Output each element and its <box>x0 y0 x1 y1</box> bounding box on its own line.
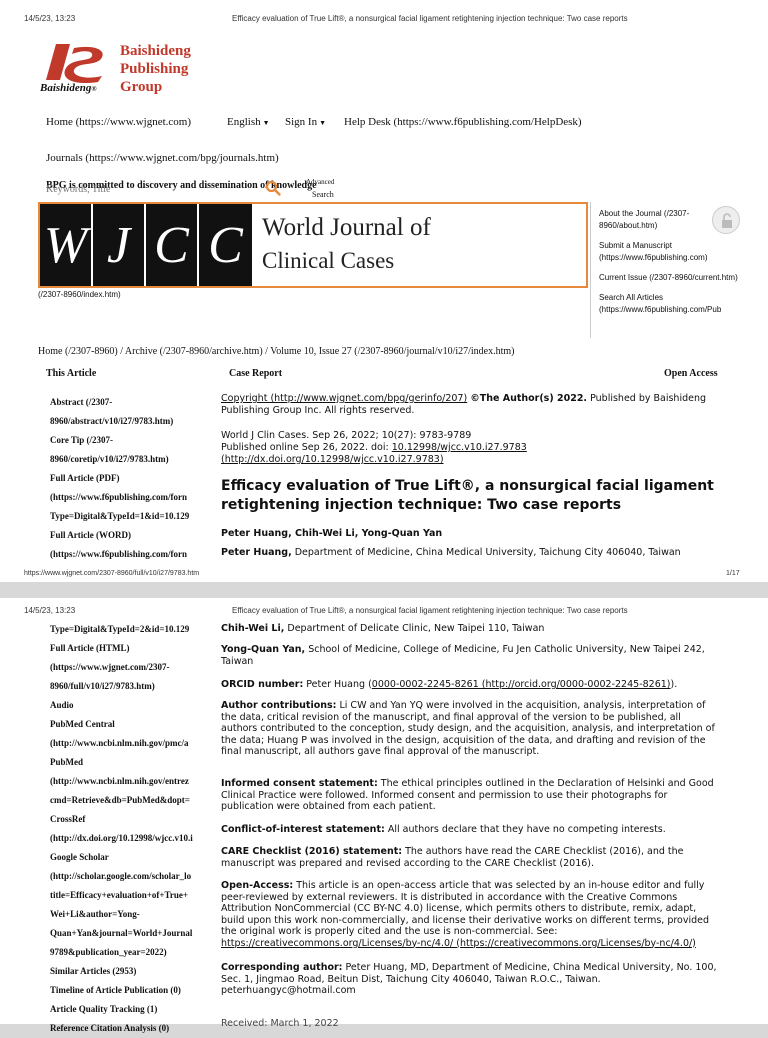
corresponding-author <box>221 962 717 997</box>
article-link[interactable]: Wei+Li&author=Yong- <box>50 909 140 919</box>
article-link[interactable]: Full Article (PDF) <box>50 473 120 483</box>
nav-home-link[interactable]: Home (https://www.wjgnet.com) <box>46 116 192 128</box>
nav-helpdesk-link[interactable]: Help Desk (https://www.f6publishing.com/HelpDesk) <box>344 116 582 128</box>
article-link[interactable]: Full Article (HTML) <box>50 643 130 653</box>
article-title-line-2: retightening injection technique: Two case reports <box>221 497 622 513</box>
affiliation-text: Department of Delicate Clinic, New Taipei 110, Taiwan <box>287 623 545 634</box>
article-link[interactable]: Type=Digital&TypeId=2&id=10.129 <box>50 624 190 634</box>
publisher-logo[interactable] <box>38 40 198 100</box>
article-link[interactable]: cmd=Retrieve&db=PubMed&dopt= <box>50 795 190 805</box>
article-link[interactable]: Audio <box>50 700 74 710</box>
oa-line: the original work is properly cited and the use is non-commercial. See: <box>221 926 558 937</box>
article-link[interactable]: CrossRef <box>50 814 86 824</box>
consent-line: Clinical Practice were followed. Informed consent and permission to use their photographs for <box>221 789 668 801</box>
author-contributions <box>221 700 715 758</box>
logo-script-text: Baishideng <box>40 82 92 94</box>
journal-title-line-1: World Journal of <box>262 214 431 241</box>
care-text: The authors have read the CARE Checklist (2016), and the <box>405 846 684 857</box>
page-header-datetime: 14/5/23, 13:23 <box>24 14 76 23</box>
logo-line-1: Baishideng <box>120 43 191 59</box>
oa-text: This article is an open-access article that was selected by an in-house editor and fully <box>296 880 705 891</box>
consent-line: publication were obtained from each patient. <box>221 801 436 812</box>
oa-license-url[interactable]: https://creativecommons.org/Licenses/by-nc/4.0/ (https://creativecommons.org/Licenses/by-nc/4.0/) <box>221 937 696 949</box>
conflict-of-interest <box>221 824 666 836</box>
copyright-holder: ©The Author(s) 2022. <box>470 393 588 404</box>
oa-line: peer-reviewed by external reviewers. It is distributed in accordance with the Creative Commons <box>221 891 678 903</box>
doi-link[interactable]: 10.12998/wjcc.v10.i27.9783 <box>391 442 527 453</box>
corr-label: Corresponding author: <box>221 962 343 973</box>
article-link[interactable]: Google Scholar <box>50 852 109 862</box>
orcid-link[interactable]: 0000-0002-2245-8261 (http://orcid.org/0000-0002-2245-8261) <box>371 679 671 690</box>
corr-line <box>221 962 717 974</box>
search-icon[interactable] <box>265 180 281 196</box>
contributions-line: authors contributed to the conception, study design, and the acquisition, analysis, and interpretation of <box>221 723 715 734</box>
nav-signin-dropdown[interactable] <box>285 116 326 128</box>
logo-script <box>40 82 97 94</box>
open-access-statement <box>221 880 709 949</box>
article-link[interactable]: PubMed Central <box>50 719 115 729</box>
oa-label: Open-Access: <box>221 880 294 891</box>
page-header-datetime: 14/5/23, 13:23 <box>24 606 76 615</box>
search-input[interactable] <box>46 183 261 195</box>
side-submit-link[interactable]: Submit a Manuscript (https://www.f6publishing.com) <box>599 241 708 262</box>
article-link[interactable]: Core Tip (/2307- <box>50 435 114 445</box>
article-link[interactable]: Abstract (/2307- <box>50 397 113 407</box>
search-button[interactable]: Search <box>312 190 334 199</box>
affiliation-author: Chih-Wei Li, <box>221 623 285 634</box>
consent-text: The ethical principles outlined in the Declaration of Helsinki and Good <box>380 778 714 789</box>
banner-letter: C <box>208 216 243 274</box>
contributions-line: the data; Huang P was involved in the design, acquisition of the data, and drafting and revision of the <box>221 734 706 746</box>
copyright-line-2: Publishing Group Inc. All rights reserved. <box>221 405 415 416</box>
article-link[interactable]: 9789&publication_year=2022) <box>50 947 167 957</box>
article-link[interactable]: Type=Digital&TypeId=1&id=10.129 <box>50 511 190 521</box>
article-link[interactable]: Similar Articles (2953) <box>50 966 137 976</box>
nav-journals-link[interactable]: Journals (https://www.wjgnet.com/bpg/journals.htm) <box>46 152 279 164</box>
article-link[interactable]: title=Efficacy+evaluation+of+True+ <box>50 890 188 900</box>
oa-line: Attribution NonCommercial (CC BY-NC 4.0) license, which permits others to distribute, remix, adapt, <box>221 903 697 914</box>
page-footer-number: 1/17 <box>726 570 740 577</box>
oa-line <box>221 880 709 892</box>
side-search-articles-link[interactable]: Search All Articles (https://www.f6publishing.com/Pub <box>599 293 722 314</box>
copyright-line <box>221 393 706 405</box>
article-link[interactable]: (http://scholar.google.com/scholar_lo <box>50 871 192 881</box>
article-link[interactable]: Full Article (WORD) <box>50 530 131 540</box>
article-link[interactable]: (http://dx.doi.org/10.12998/wjcc.v10.i <box>50 833 193 843</box>
corr-email[interactable]: peterhuangyc@hotmail.com <box>221 985 356 996</box>
journal-banner[interactable] <box>38 202 588 288</box>
page-footer-url: https://www.wjgnet.com/2307-8960/full/v10/i27/9783.htm <box>24 570 200 577</box>
orcid-end: ). <box>670 679 678 690</box>
advanced-search-link[interactable]: Advanced <box>306 178 335 186</box>
article-link[interactable]: Timeline of Article Publication (0) <box>50 985 181 995</box>
article-link[interactable]: (https://www.wjgnet.com/2307- <box>50 662 170 672</box>
affiliation-3 <box>221 644 705 656</box>
affiliation-1 <box>221 547 681 559</box>
article-link[interactable]: Reference Citation Analysis (0) <box>50 1023 170 1033</box>
logo-line-3: Group <box>120 79 163 95</box>
article-links-column <box>50 620 193 1038</box>
logo-reg-mark: ® <box>91 85 97 93</box>
corr-line: Sec. 1, Jingmao Road, Beitun Dist, Taichung City 406040, Taiwan R.O.C., Taiwan. <box>221 973 601 985</box>
contributions-line <box>221 700 715 712</box>
affiliation-3-line-2: Taiwan <box>221 656 254 667</box>
lock-icon[interactable] <box>712 206 740 234</box>
article-link[interactable]: 8960/abstract/v10/i27/9783.htm) <box>50 416 174 426</box>
nav-language-label: English <box>227 116 261 128</box>
care-line <box>221 846 683 858</box>
caret-down-icon: ▼ <box>319 119 327 127</box>
article-link[interactable]: Quan+Yan&journal=World+Journal <box>50 928 193 938</box>
article-link[interactable]: 8960/coretip/v10/i27/9783.htm) <box>50 454 169 464</box>
affiliation-author: Peter Huang, <box>221 547 292 558</box>
banner-letter: W <box>40 204 93 286</box>
this-article-heading: This Article <box>46 368 97 379</box>
doi-url-link[interactable]: (http://dx.doi.org/10.12998/wjcc.v10.i27.9783) <box>221 454 444 465</box>
informed-consent <box>221 778 714 813</box>
article-title-line-1: Efficacy evaluation of True Lift®, a nonsurgical facial ligament <box>221 478 714 494</box>
banner-letter: J <box>93 204 146 286</box>
orcid-line <box>221 679 677 691</box>
affiliation-2 <box>221 623 544 635</box>
orcid-text: Peter Huang ( <box>306 679 372 690</box>
journal-title-line-2: Clinical Cases <box>262 248 395 273</box>
logo-mark-icon <box>42 42 112 84</box>
article-link[interactable]: (https://www.f6publishing.com/forn <box>50 492 188 502</box>
article-link[interactable]: 8960/full/v10/i27/9783.htm) <box>50 681 155 691</box>
contributions-text: Li CW and Yan YQ were involved in the acquisition, analysis, interpretation of <box>339 700 706 711</box>
copyright-publisher: Published by Baishideng <box>590 393 707 404</box>
side-about-link[interactable]: About the Journal (/2307-8960/about.htm) <box>599 209 690 230</box>
article-link[interactable]: PubMed <box>50 757 84 767</box>
side-current-issue-link[interactable]: Current Issue (/2307-8960/current.htm) <box>599 273 738 282</box>
article-link[interactable]: (https://www.f6publishing.com/forn <box>50 549 188 559</box>
nav-language-dropdown[interactable] <box>227 116 270 128</box>
contributions-line: the data, critical revision of the manuscript, and final approval of the version to be published, all <box>221 711 681 723</box>
consent-label: Informed consent statement: <box>221 778 378 789</box>
article-links-column <box>50 393 189 564</box>
nav-signin-label: Sign In <box>285 116 318 128</box>
caret-down-icon: ▼ <box>262 119 270 127</box>
published-text: Published online Sep 26, 2022. doi: <box>221 442 389 453</box>
banner-letter: C <box>146 204 199 286</box>
contributions-line: final manuscript, all authors gave final approval of the manuscript. <box>221 746 540 757</box>
corr-text: Peter Huang, MD, Department of Medicine, China Medical University, No. 100, <box>345 962 717 973</box>
affiliation-text: School of Medicine, College of Medicine, Fu Jen Catholic University, New Taipei 242, <box>308 644 705 655</box>
oa-license-link[interactable] <box>221 938 709 950</box>
received-date-partial: Received: March 1, 2022 <box>221 1018 339 1029</box>
published-line <box>221 442 527 454</box>
coi-text: All authors declare that they have no competing interests. <box>387 824 666 835</box>
orcid-label: ORCID number: <box>221 679 304 690</box>
care-checklist <box>221 846 683 869</box>
article-link[interactable]: Article Quality Tracking (1) <box>50 1004 158 1014</box>
consent-line <box>221 778 714 790</box>
mission-statement: BPG is committed to discovery and dissemination of knowledge <box>46 180 317 191</box>
contributions-label: Author contributions: <box>221 700 337 711</box>
coi-label: Conflict-of-interest statement: <box>221 824 385 835</box>
journal-index-link[interactable]: (/2307-8960/index.htm) <box>38 290 121 299</box>
citation-line: World J Clin Cases. Sep 26, 2022; 10(27): 9783-9789 <box>221 430 472 441</box>
affiliation-author: Yong-Quan Yan, <box>221 644 306 655</box>
care-label: CARE Checklist (2016) statement: <box>221 846 403 857</box>
oa-line: build upon this work non-commercially, and license their derivative works on different terms, provided <box>221 914 710 926</box>
authors-line: Peter Huang, Chih-Wei Li, Yong-Quan Yan <box>221 528 443 539</box>
affiliation-text: Department of Medicine, China Medical University, Taichung City 406040, Taiwan <box>294 547 681 558</box>
article-type-label: Case Report <box>229 368 283 379</box>
logo-line-2: Publishing <box>120 61 189 77</box>
article-link[interactable]: (http://www.ncbi.nlm.nih.gov/entrez <box>50 776 189 786</box>
open-access-label: Open Access <box>664 368 718 379</box>
breadcrumb[interactable]: Home (/2307-8960) / Archive (/2307-8960/archive.htm) / Volume 10, Issue 27 (/2307-8960/journal/v10/i27/index.htm) <box>38 346 515 357</box>
article-link[interactable]: (http://www.ncbi.nlm.nih.gov/pmc/a <box>50 738 189 748</box>
pdf-page-2 <box>0 598 768 1033</box>
journal-logo-letters <box>40 204 252 286</box>
page-header-title: Efficacy evaluation of True Lift®, a nonsurgical facial ligament retightening injection technique: Two case reports <box>232 606 628 615</box>
page-header-title: Efficacy evaluation of True Lift®, a nonsurgical facial ligament retightening injection technique: Two case reports <box>232 14 628 23</box>
care-line: manuscript was prepared and revised according to the CARE Checklist (2016). <box>221 857 595 869</box>
copyright-link[interactable]: Copyright (http://www.wjgnet.com/bpg/gerinfo/207) <box>221 393 468 404</box>
